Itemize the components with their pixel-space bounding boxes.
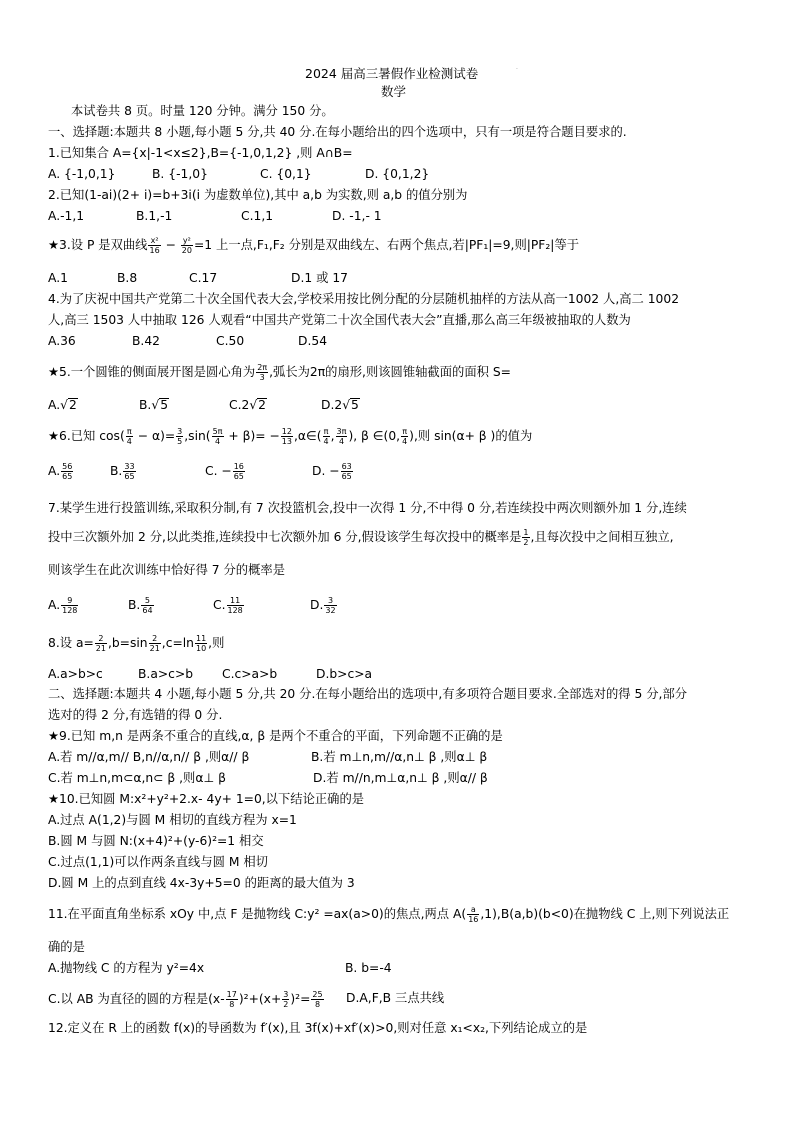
q1-option-c: C. {0,1} [260,167,312,181]
q7-option-a: A. $\frac{9}{128}$ [48,596,78,615]
q11-option-b: B. b=-4 [345,961,392,975]
q3-frac-x: $\frac{\text{x²}}{16}$ [149,236,160,255]
q9-stem: ★9.已知 m,n 是两条不重合的直线,α, β 是两个不重合的平面，下列命题不正确的是 [48,729,503,743]
q3-frac-y: $\frac{\text{y²}}{20}$ [181,236,192,255]
q9-option-d: D.若 m//n,m⊥α,n⊥ β ,则α// β [313,771,488,785]
q2-option-d: D. -1,- 1 [332,209,382,223]
q4-option-d: D.54 [298,334,328,348]
q7-line2: 投中三次额外加 2 分,以此类推,连续投中七次额外加 6 分,假设该学生每次投中的概率是 $\frac{1}{2}$ ,且每次投中之间相互独立, [48,528,674,547]
q3-text-pre: ★3.设 P 是双曲线 [48,238,148,252]
q4-line2: 人,高三 1503 人中抽取 126 人观看“中国共产党第二十次全国代表大会”直播,那么高三年级被抽取的人数为 [48,313,631,327]
q2-option-a: A.-1,1 [48,209,85,223]
q5-option-a: A.√2 [48,398,77,412]
subject-title: 数学 [381,84,407,99]
exam-intro: 本试卷共 8 页。时量 120 分钟。满分 150 分。 [71,104,334,118]
scan-mark: · [516,66,518,73]
q2-option-b: B.1,-1 [136,209,173,223]
q11-option-d: D.A,F,B 三点共线 [346,991,445,1005]
q7-option-b: B. $\frac{5}{64}$ [128,596,153,615]
q9-option-b: B.若 m⊥n,m//α,n⊥ β ,则α⊥ β [311,750,488,764]
q6-stem: ★6.已知 cos( $\frac{\pi}{4}$ − α)= $\frac{3}{5}$ ,sin( $\frac{5\pi}{4}$ + β)= − $\frac{12}{13}$ ,α∈( $\frac{\pi}{4}$ , $\frac{3\pi}{4}$ ), β ∈(0, $\frac{\pi}{4}$ ),则 sin(α+ β )的值为 [48,427,533,446]
q7-line3: 则该学生在此次训练中恰好得 7 分的概率是 [48,563,285,577]
q3-text-post: =1 上一点,F₁,F₂ 分别是双曲线左、右两个焦点,若|PF₁|=9,则|PF₂|等于 [193,238,580,252]
q11-line2: 确的是 [48,940,85,954]
q8-option-c: C.c>a>b [222,667,278,681]
q3-option-d: D.1 或 17 [291,271,348,285]
q4-option-a: A.36 [48,334,76,348]
q4-option-b: B.42 [132,334,160,348]
section2-heading-line2: 选对的得 2 分,有选错的得 0 分. [48,708,223,722]
q9-option-c: C.若 m⊥n,m⊂α,n⊂ β ,则α⊥ β [48,771,226,785]
q5-option-b: B.√5 [139,398,169,412]
q3-stem: ★3.设 P 是双曲线 $\frac{\text{x²}}{16}$ − $\frac{\text{y²}}{20}$ =1 上一点,F₁,F₂ 分别是双曲线左、右两个焦点,若|PF₁|=9,则|PF₂|等于 [48,236,580,255]
section2-heading-line1: 二、选择题:本题共 4 小题,每小题 5 分,共 20 分.在每小题给出的选项中,有多项符合题目要求.全部选对的得 5 分,部分 [48,687,688,701]
exam-title: 2024 届高三暑假作业检测试卷 [305,66,479,81]
q3-option-b: B.8 [117,271,138,285]
q10-option-a: A.过点 A(1,2)与圆 M 相切的直线方程为 x=1 [48,813,297,827]
q6-option-b: B. $\frac{33}{65}$ [110,462,135,481]
q9-option-a: A.若 m//α,m// B,n//α,n// β ,则α// β [48,750,250,764]
q11-line1: 11.在平面直角坐标系 xOy 中,点 F 是抛物线 C:y² =ax(a>0)的焦点,两点 A( $\frac{a}{16}$ ,1),B(a,b)(b<0)在抛物线 C 上,则下列说法正 [48,905,730,924]
q3-option-c: C.17 [189,271,218,285]
q8-stem: 8.设 a= $\frac{2}{21}$ ,b=sin $\frac{2}{21}$ ,c=ln $\frac{11}{10}$ ,则 [48,634,225,653]
q6-option-a: A. $\frac{56}{65}$ [48,462,73,481]
q5-stem: ★5.一个圆锥的侧面展开图是圆心角为 $\frac{2\pi}{3}$ ,弧长为2π的扇形,则该圆锥轴截面的面积 S= [48,363,511,382]
q10-option-c: C.过点(1,1)可以作两条直线与圆 M 相切 [48,855,268,869]
q7-option-c: C. $\frac{11}{128}$ [213,596,243,615]
q12-stem: 12.定义在 R 上的函数 f(x)的导函数为 f′(x),且 3f(x)+xf′(x)>0,则对任意 x₁<x₂,下列结论成立的是 [48,1021,588,1035]
q1-option-a: A. {-1,0,1} [48,167,116,181]
q10-option-d: D.圆 M 上的点到直线 4x-3y+5=0 的距离的最大值为 3 [48,876,355,890]
q7-frac-prob: $\frac{1}{2}$ [523,528,529,547]
q8-option-b: B.a>c>b [138,667,194,681]
q7-option-d: D. $\frac{3}{32}$ [310,596,336,615]
q4-option-c: C.50 [216,334,245,348]
q1-stem: 1.已知集合 A={x|-1<x≤2},B={-1,0,1,2} ,则 A∩B= [48,146,353,160]
q6-option-d: D. − $\frac{63}{65}$ [312,462,352,481]
q11-frac-a: $\frac{a}{16}$ [468,905,479,924]
q2-option-c: C.1,1 [241,209,274,223]
q2-stem: 2.已知(1-ai)(2+ i)=b+3i(i 为虚数单位),其中 a,b 为实数,则 a,b 的值分别为 [48,188,468,202]
q10-stem: ★10.已知圆 M:x²+y²+2.x- 4y+ 1=0,以下结论正确的是 [48,792,365,806]
q10-option-b: B.圆 M 与圆 N:(x+4)²+(y-6)²=1 相交 [48,834,264,848]
q3-option-a: A.1 [48,271,68,285]
q6-option-c: C. − $\frac{16}{65}$ [205,462,244,481]
q1-option-b: B. {-1,0} [152,167,208,181]
q7-line1: 7.某学生进行投篮训练,采取积分制,有 7 次投篮机会,投中一次得 1 分,不中得 0 分,若连续投中两次则额外加 1 分,连续 [48,501,687,515]
q5-frac-angle: $\frac{2\pi}{3}$ [257,363,268,382]
q1-option-d: D. {0,1,2} [365,167,430,181]
q8-option-a: A.a>b>c [48,667,103,681]
q5-option-d: D.2√5 [321,398,359,412]
section1-heading: 一、选择题:本题共 8 小题,每小题 5 分,共 40 分.在每小题给出的四个选项中，只有一项是符合题目要求的. [48,125,627,139]
q8-option-d: D.b>c>a [316,667,373,681]
q11-option-a: A.抛物线 C 的方程为 y²=4x [48,961,205,975]
q5-option-c: C.2√2 [229,398,266,412]
q4-line1: 4.为了庆祝中国共产党第二十次全国代表大会,学校采用按比例分配的分层随机抽样的方法从高一1002 人,高二 1002 [48,292,680,306]
q11-option-c: C.以 AB 为直径的圆的方程是(x- $\frac{17}{8}$ )²+(x+ $\frac{3}{2}$ )²= $\frac{25}{8}$ [48,990,323,1009]
